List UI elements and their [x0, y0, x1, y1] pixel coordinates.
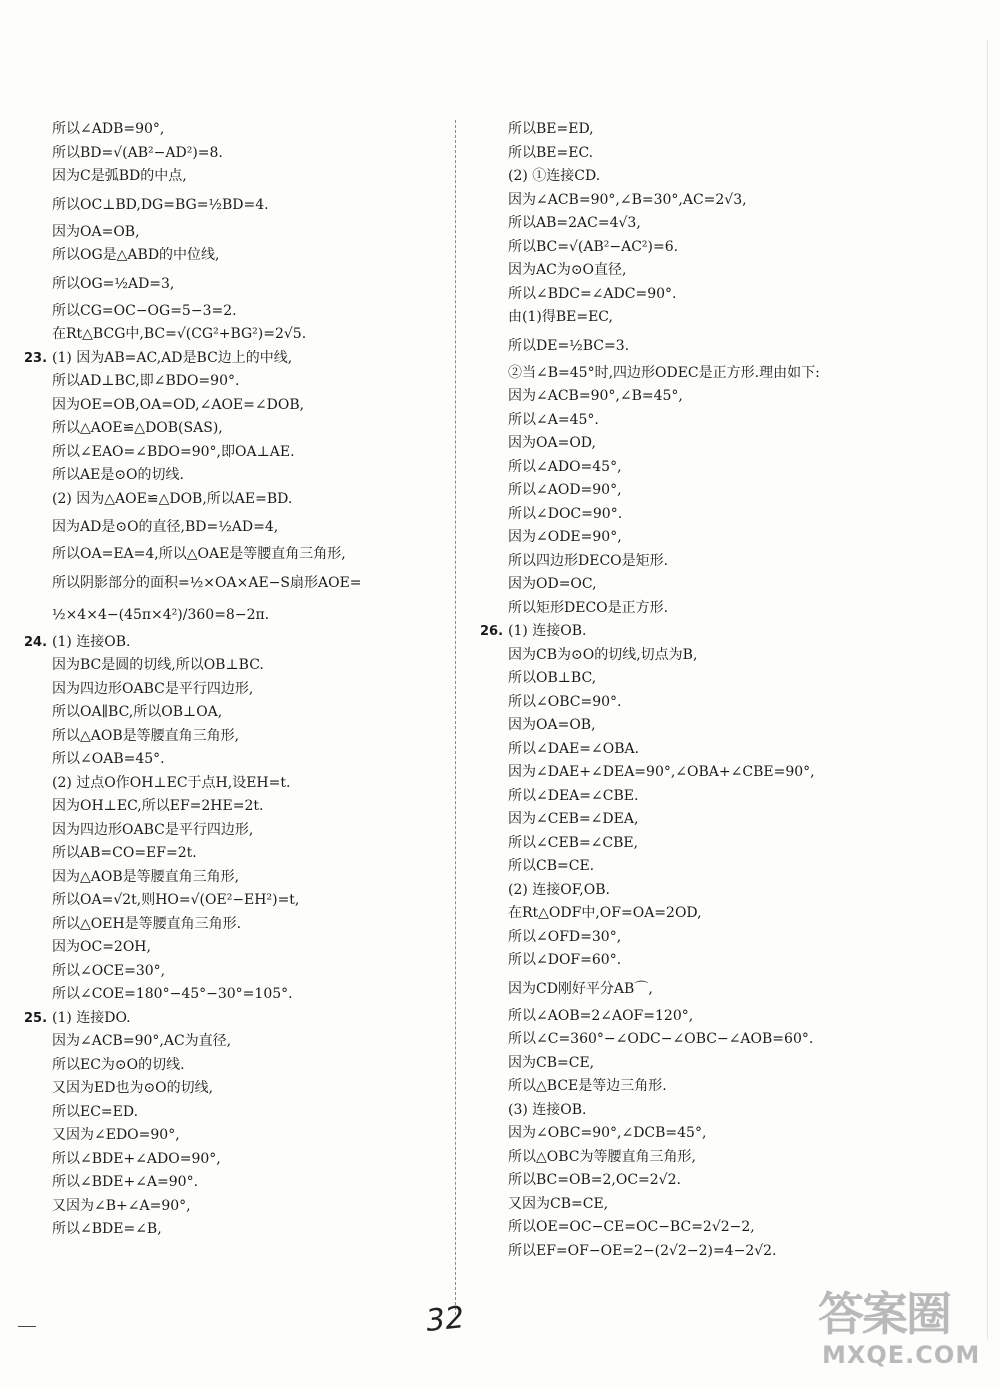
- line-text: 所以AE是⊙O的切线.: [52, 467, 184, 483]
- line-text: (3) 连接OB.: [508, 1101, 587, 1118]
- solution-line: [28, 1171, 448, 1195]
- line-text: 所以AB=2AC=4√3,: [508, 215, 641, 231]
- left-column: [24, 118, 448, 1242]
- solution-line: [28, 189, 448, 221]
- watermark-title: 答案圈: [818, 1287, 950, 1341]
- solution-line: [484, 1216, 904, 1240]
- line-text: 又因为ED也为⊙O的切线,: [52, 1080, 214, 1096]
- line-text: 所以∠DEA=∠CBE.: [508, 787, 639, 804]
- solution-line: [484, 1028, 904, 1052]
- solution-line: [28, 819, 448, 843]
- solution-line: [484, 808, 904, 832]
- solution-line: [28, 842, 448, 866]
- line-text: 所以∠BDE+∠ADO=90°,: [52, 1150, 221, 1167]
- solution-line: [28, 936, 448, 960]
- line-text: 所以OG=½AD=3,: [52, 275, 175, 292]
- solution-line: [28, 1101, 448, 1125]
- line-text: (1) 连接OB.: [508, 623, 587, 639]
- solution-line: [484, 479, 904, 503]
- line-text: 所以∠OFD=30°,: [508, 928, 622, 945]
- solution-line: [484, 926, 904, 950]
- line-text: 所以△AOB是等腰直角三角形,: [52, 727, 240, 744]
- line-text: 所以BD=√(AB²−AD²)=8.: [52, 144, 223, 161]
- line-text: 所以CB=CE.: [508, 858, 595, 874]
- line-text: 所以∠ADB=90°,: [52, 121, 165, 137]
- line-text: 因为四边形OABC是平行四边形,: [52, 680, 254, 697]
- problem-number: 26.: [480, 624, 504, 639]
- solution-line: [484, 283, 904, 307]
- solution-line: [480, 620, 904, 644]
- line-text: 因为∠CEB=∠DEA,: [508, 811, 639, 827]
- solution-line: [24, 347, 448, 371]
- solution-line: [484, 118, 904, 142]
- solution-line: [24, 631, 448, 655]
- line-text: 因为∠ACB=90°,AC为直径,: [52, 1033, 232, 1049]
- solution-line: [28, 142, 448, 166]
- line-text: 因为∠ACB=90°,∠B=45°,: [508, 388, 683, 404]
- line-text: 所以∠EAO=∠BDO=90°,即OA⊥AE.: [52, 443, 295, 460]
- solution-line: [484, 832, 904, 856]
- line-text: 所以∠AOD=90°,: [508, 482, 622, 498]
- line-text: 因为AC为⊙O直径,: [508, 262, 627, 278]
- solution-line: [484, 1005, 904, 1029]
- solution-line: [28, 725, 448, 749]
- line-text: 因为CB=CE,: [508, 1054, 595, 1071]
- right-column: [480, 118, 904, 1263]
- solution-line: [28, 244, 448, 268]
- solution-line: [28, 913, 448, 937]
- line-text: 所以OA=√2t,则HO=√(OE²−EH²)=t,: [52, 892, 300, 908]
- solution-line: [484, 306, 904, 330]
- line-text: (2) 连接OF,OB.: [508, 881, 610, 898]
- solution-line: [484, 165, 904, 189]
- solution-line: [28, 1124, 448, 1148]
- solution-line: [484, 714, 904, 738]
- line-text: 所以BE=EC.: [508, 144, 594, 161]
- line-text: 因为四边形OABC是平行四边形,: [52, 821, 254, 838]
- line-text: 因为OE=OB,OA=OD,∠AOE=∠DOB,: [52, 396, 305, 413]
- line-text: 所以∠C=360°−∠ODC−∠OBC−∠AOB=60°.: [508, 1031, 814, 1047]
- line-text: 所以BE=ED,: [508, 121, 594, 137]
- solution-line: [484, 330, 904, 362]
- solution-line: [28, 165, 448, 189]
- line-text: 所以四边形DECO是矩形.: [508, 552, 669, 569]
- solution-line: [28, 543, 448, 567]
- line-text: 因为OC=2OH,: [52, 939, 151, 955]
- line-text: 因为C是弧BD的中点,: [52, 168, 187, 184]
- line-text: 所以∠DOF=60°.: [508, 952, 622, 968]
- line-text: 所以EC为⊙O的切线.: [52, 1056, 185, 1073]
- solution-line: [28, 772, 448, 796]
- solution-line: [28, 1054, 448, 1078]
- line-text: 因为OH⊥EC,所以EF=2HE=2t.: [52, 798, 264, 814]
- solution-line: [484, 503, 904, 527]
- line-text: 所以△OBC为等腰直角三角形,: [508, 1148, 696, 1165]
- line-text: 因为AD是⊙O的直径,BD=½AD=4,: [52, 519, 279, 535]
- solution-line: [28, 488, 448, 512]
- line-text: 所以OA∥BC,所以OB⊥OA,: [52, 704, 223, 720]
- line-text: 又因为∠B+∠A=90°,: [52, 1197, 191, 1214]
- solution-line: [28, 1195, 448, 1219]
- line-text: 所以∠OCE=30°,: [52, 962, 166, 979]
- line-text: 因为△AOB是等腰直角三角形,: [52, 868, 240, 885]
- solution-line: [484, 573, 904, 597]
- line-text: 所以∠ADO=45°,: [508, 458, 622, 475]
- line-text: 所以OC⊥BD,DG=BG=½BD=4.: [52, 196, 269, 213]
- solution-line: [484, 949, 904, 973]
- solution-line: [484, 1169, 904, 1193]
- solution-line: [484, 259, 904, 283]
- line-text: (2) 因为△AOE≌△DOB,所以AE=BD.: [52, 490, 293, 507]
- line-text: 因为CB为⊙O的切线,切点为B,: [508, 646, 698, 663]
- solution-line: [484, 855, 904, 879]
- line-text: 因为∠DAE+∠DEA=90°,∠OBA+∠CBE=90°,: [508, 764, 815, 780]
- line-text: 所以∠CEB=∠CBE,: [508, 834, 639, 851]
- solution-line: [484, 1075, 904, 1099]
- page-number: 32: [424, 1300, 466, 1339]
- line-text: 所以OB⊥BC,: [508, 670, 597, 686]
- solution-line: [28, 221, 448, 245]
- line-text: 所以∠BDE+∠A=90°.: [52, 1174, 199, 1190]
- line-text: 所以△OEH是等腰直角三角形.: [52, 915, 242, 932]
- solution-line: [28, 748, 448, 772]
- line-text: 因为OA=OD,: [508, 435, 596, 451]
- solution-line: [484, 385, 904, 409]
- solution-line: [484, 550, 904, 574]
- solution-line: [484, 902, 904, 926]
- line-text: 所以OA=EA=4,所以△OAE是等腰直角三角形,: [52, 546, 346, 562]
- line-text: 由(1)得BE=EC,: [508, 309, 613, 325]
- line-text: 所以∠A=45°.: [508, 411, 599, 428]
- solution-line: [484, 644, 904, 668]
- solution-line: [28, 1077, 448, 1101]
- line-text: (1) 因为AB=AC,AD是BC边上的中线,: [52, 349, 293, 366]
- line-text: 所以BC=√(AB²−AC²)=6.: [508, 238, 679, 255]
- page-edge: [987, 40, 988, 1340]
- line-text: 因为OA=OB,: [52, 223, 140, 240]
- solution-line: [28, 464, 448, 488]
- line-text: 因为∠ACB=90°,∠B=30°,AC=2√3,: [508, 191, 747, 208]
- solution-line: [484, 362, 904, 386]
- line-text: 所以∠DOC=90°.: [508, 505, 623, 522]
- solution-line: [24, 1007, 448, 1031]
- solution-line: [28, 889, 448, 913]
- line-text: 所以CG=OC−OG=5−3=2.: [52, 302, 237, 319]
- solution-line: [28, 654, 448, 678]
- solution-line: [484, 761, 904, 785]
- solution-line: [484, 879, 904, 903]
- solution-line: [484, 1240, 904, 1264]
- line-text: 所以∠OBC=90°.: [508, 693, 622, 710]
- solution-line: [28, 118, 448, 142]
- solution-line: [28, 1030, 448, 1054]
- solution-line: [484, 597, 904, 621]
- line-text: (2) 过点O作OH⊥EC于点H,设EH=t.: [52, 774, 291, 791]
- line-text: (2) ①连接CD.: [508, 168, 601, 184]
- watermark-url: MXQE.COM: [822, 1341, 981, 1369]
- solution-line: [484, 409, 904, 433]
- solution-line: [484, 1193, 904, 1217]
- line-text: 所以∠AOB=2∠AOF=120°,: [508, 1007, 694, 1024]
- line-text: 所以∠BDE=∠B,: [52, 1221, 162, 1237]
- line-text: ½×4×4−(45π×4²)/360=8−2π.: [52, 606, 270, 623]
- line-text: 因为CD刚好平分AB⌒,: [508, 980, 653, 997]
- solution-line: [484, 432, 904, 456]
- problem-number: 25.: [24, 1010, 48, 1026]
- solution-line: [484, 973, 904, 1005]
- solution-line: [28, 417, 448, 441]
- solution-line: [484, 526, 904, 550]
- solution-line: [28, 701, 448, 725]
- line-text: 因为OA=OB,: [508, 717, 596, 733]
- line-text: 所以OG是△ABD的中位线,: [52, 247, 220, 263]
- solution-line: [28, 567, 448, 599]
- line-text: 所以△BCE是等边三角形.: [508, 1078, 667, 1094]
- solution-line: [28, 983, 448, 1007]
- line-text: 所以阴影部分的面积=½×OA×AE−S扇形AOE=: [52, 574, 362, 591]
- line-text: 所以EC=ED.: [52, 1103, 139, 1120]
- solution-line: [28, 268, 448, 300]
- line-text: ②当∠B=45°时,四边形ODEC是正方形.理由如下:: [508, 364, 820, 381]
- solution-line: [28, 866, 448, 890]
- solution-line: [484, 142, 904, 166]
- line-text: 所以AD⊥BC,即∠BDO=90°.: [52, 373, 240, 389]
- solution-line: [28, 960, 448, 984]
- solution-line: [28, 511, 448, 543]
- footer-rule: [18, 1326, 36, 1327]
- problem-number: 23.: [24, 350, 48, 366]
- line-text: 所以BC=OB=2,OC=2√2.: [508, 1172, 681, 1188]
- line-text: 又因为CB=CE,: [508, 1195, 609, 1212]
- line-text: 所以∠OAB=45°.: [52, 751, 165, 767]
- line-text: 所以OE=OC−CE=OC−BC=2√2−2,: [508, 1219, 755, 1235]
- solution-line: [28, 795, 448, 819]
- solution-line: [28, 441, 448, 465]
- solution-line: [484, 738, 904, 762]
- solution-line: [484, 691, 904, 715]
- line-text: 所以AB=CO=EF=2t.: [52, 845, 197, 861]
- solution-line: [484, 1146, 904, 1170]
- solution-line: [484, 1122, 904, 1146]
- line-text: 在Rt△ODF中,OF=OA=2OD,: [508, 905, 702, 921]
- column-divider: [455, 120, 456, 1320]
- solution-line: [28, 1148, 448, 1172]
- line-text: 所以∠DAE=∠OBA.: [508, 740, 640, 757]
- line-text: 所以∠BDC=∠ADC=90°.: [508, 285, 677, 302]
- line-text: 因为∠ODE=90°,: [508, 529, 622, 545]
- solution-line: [28, 599, 448, 631]
- solution-line: [484, 785, 904, 809]
- solution-line: [28, 678, 448, 702]
- line-text: 所以∠COE=180°−45°−30°=105°.: [52, 986, 293, 1002]
- solution-line: [484, 212, 904, 236]
- solution-line: [28, 370, 448, 394]
- line-text: 因为∠OBC=90°,∠DCB=45°,: [508, 1125, 707, 1141]
- solution-line: [484, 236, 904, 260]
- solution-line: [484, 1099, 904, 1123]
- solution-line: [484, 667, 904, 691]
- line-text: 所以EF=OF−OE=2−(2√2−2)=4−2√2.: [508, 1242, 777, 1259]
- solution-line: [484, 456, 904, 480]
- line-text: 因为OD=OC,: [508, 576, 597, 592]
- solution-line: [484, 189, 904, 213]
- solution-line: [28, 1218, 448, 1242]
- solution-line: [28, 300, 448, 324]
- line-text: 因为BC是圆的切线,所以OB⊥BC.: [52, 657, 264, 673]
- line-text: 所以矩形DECO是正方形.: [508, 599, 669, 616]
- line-text: (1) 连接DO.: [52, 1009, 131, 1026]
- line-text: (1) 连接OB.: [52, 633, 131, 650]
- solution-line: [484, 1052, 904, 1076]
- line-text: 所以DE=½BC=3.: [508, 337, 630, 354]
- problem-number: 24.: [24, 634, 48, 650]
- line-text: 又因为∠EDO=90°,: [52, 1127, 180, 1143]
- solution-line: [28, 323, 448, 347]
- watermark-logo: [818, 1288, 993, 1384]
- line-text: 在Rt△BCG中,BC=√(CG²+BG²)=2√5.: [52, 326, 307, 342]
- line-text: 所以△AOE≌△DOB(SAS),: [52, 420, 223, 436]
- solution-line: [28, 394, 448, 418]
